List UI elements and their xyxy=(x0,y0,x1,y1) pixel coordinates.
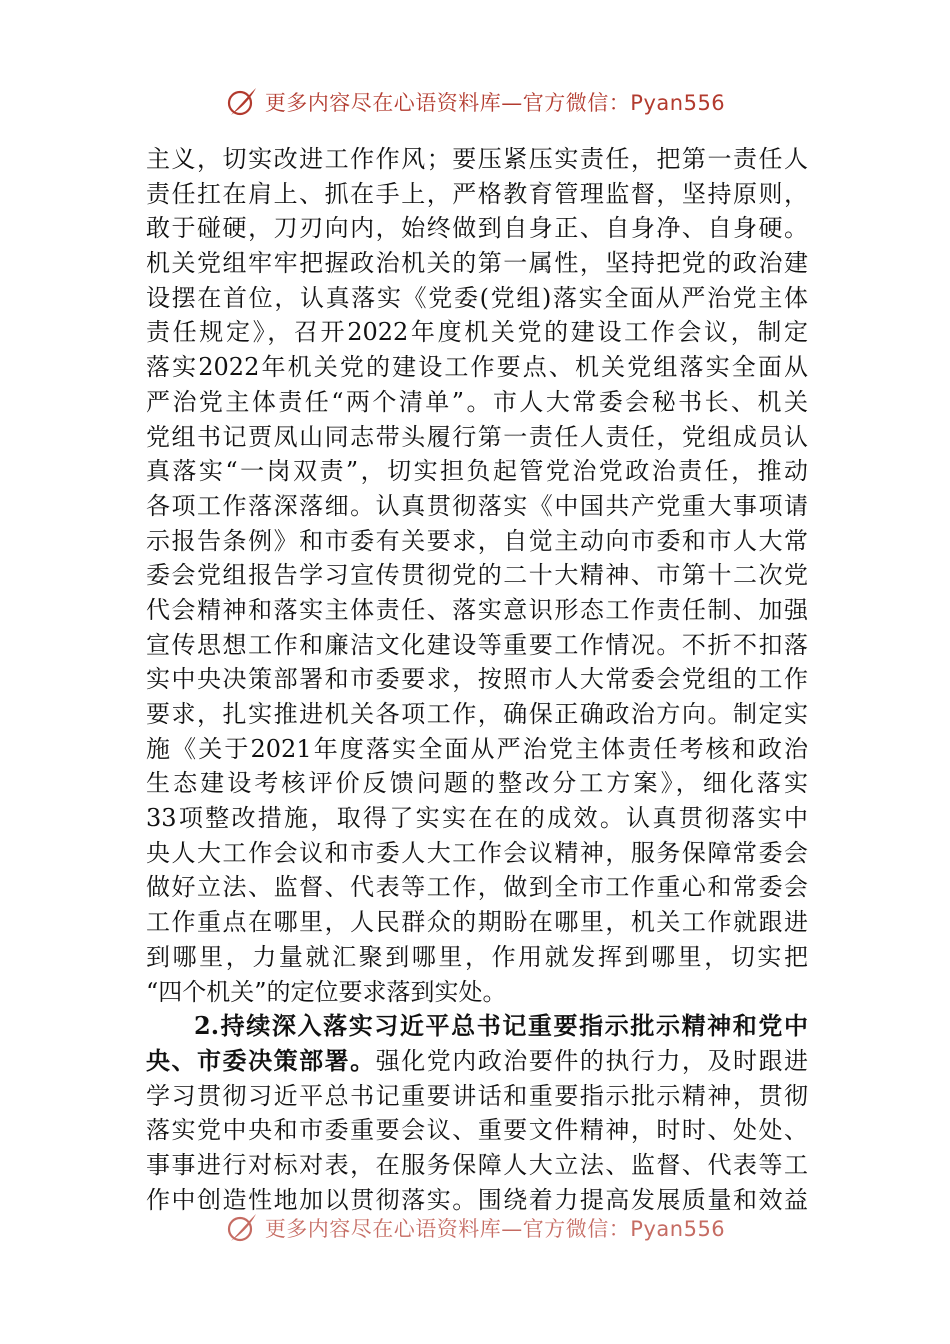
text-line: 落实党中央和市委重要会议、重要文件精神，时时、处处、 xyxy=(146,1116,808,1145)
text-line: 党组书记贾凤山同志带头履行第一责任人责任，党组成员认 xyxy=(146,422,808,451)
section-text-start: 强化党内政治要件的执行力，及时跟进 xyxy=(375,1046,809,1075)
text-line: 严治党主体责任“两个清单”。市人大常委会秘书长、机关 xyxy=(146,387,808,416)
text-line: 落实2022年机关党的建设工作要点、机关党组落实全面从 xyxy=(146,353,808,382)
section-heading: 2.持续深入落实习近平总书记重要指示批示精神和党中 xyxy=(194,1011,808,1041)
watermark-text: 更多内容尽在心语资料库—官方微信：Pyan556 xyxy=(264,1217,726,1241)
text-line: 央人大工作会议和市委人大工作会议精神，服务保障常委会 xyxy=(146,838,808,867)
text-line: 委会党组报告学习宣传贯彻党的二十大精神、市第十二次党 xyxy=(146,561,808,590)
text-line: 代会精神和落实主体责任、落实意识形态工作责任制、加强 xyxy=(146,595,808,624)
text-line: 到哪里，力量就汇聚到哪里，作用就发挥到哪里，切实把 xyxy=(146,942,808,971)
text-line: 设摆在首位，认真落实《党委(党组)落实全面从严治党主体 xyxy=(146,283,808,312)
paragraph-end-line: “四个机关”的定位要求落到实处。 xyxy=(146,977,507,1006)
document-body xyxy=(146,142,808,1217)
header-watermark xyxy=(0,82,950,122)
text-line: 机关党组牢牢把握政治机关的第一属性，坚持把党的政治建 xyxy=(146,249,808,278)
text-line: 做好立法、监督、代表等工作，做到全市工作重心和常委会 xyxy=(146,873,808,902)
text-line: 学习贯彻习近平总书记重要讲话和重要指示批示精神，贯彻 xyxy=(146,1081,808,1110)
text-line: 作中创造性地加以贯彻落实。围绕着力提高发展质量和效益 xyxy=(146,1185,808,1214)
text-line: 施《关于2021年度落实全面从严治党主体责任考核和政治 xyxy=(146,734,808,763)
text-line: 责任规定》，召开2022年度机关党的建设工作会议，制定 xyxy=(146,318,808,347)
text-line: 真落实“一岗双责”，切实担负起管党治党政治责任，推动 xyxy=(146,457,808,486)
text-line: 工作重点在哪里，人民群众的期盼在哪里，机关工作就跟进 xyxy=(146,908,808,937)
text-line: 示报告条例》和市委有关要求，自觉主动向市委和市人大常 xyxy=(146,526,808,555)
text-line: 事事进行对标对表，在服务保障人大立法、监督、代表等工 xyxy=(146,1150,808,1179)
footer-watermark xyxy=(0,1208,950,1248)
feather-quill-icon xyxy=(225,1211,259,1245)
section-heading-end: 央、市委决策部署。 xyxy=(146,1045,376,1075)
text-line: 敢于碰硬，刀刃向内，始终做到自身正、自身净、自身硬。 xyxy=(146,214,808,243)
text-line: 33项整改措施，取得了实实在在的成效。认真贯彻落实中 xyxy=(146,804,808,833)
text-line: 责任扛在肩上、抓在手上，严格教育管理监督，坚持原则， xyxy=(146,179,808,208)
text-line: 各项工作落深落细。认真贯彻落实《中国共产党重大事项请 xyxy=(146,491,808,520)
text-line: 宣传思想工作和廉洁文化建设等重要工作情况。不折不扣落 xyxy=(146,630,808,659)
section-heading-continuation xyxy=(146,1044,808,1079)
text-line: 生态建设考核评价反馈问题的整改分工方案》，细化落实 xyxy=(146,769,808,798)
feather-quill-icon xyxy=(225,85,259,119)
watermark-text: 更多内容尽在心语资料库—官方微信：Pyan556 xyxy=(264,91,726,115)
text-line: 要求，扎实推进机关各项工作，确保正确政治方向。制定实 xyxy=(146,700,808,728)
text-line: 主义，切实改进工作作风；要压紧压实责任，把第一责任人 xyxy=(146,145,808,173)
text-line: 实中央决策部署和市委要求，按照市人大常委会党组的工作 xyxy=(146,665,808,694)
